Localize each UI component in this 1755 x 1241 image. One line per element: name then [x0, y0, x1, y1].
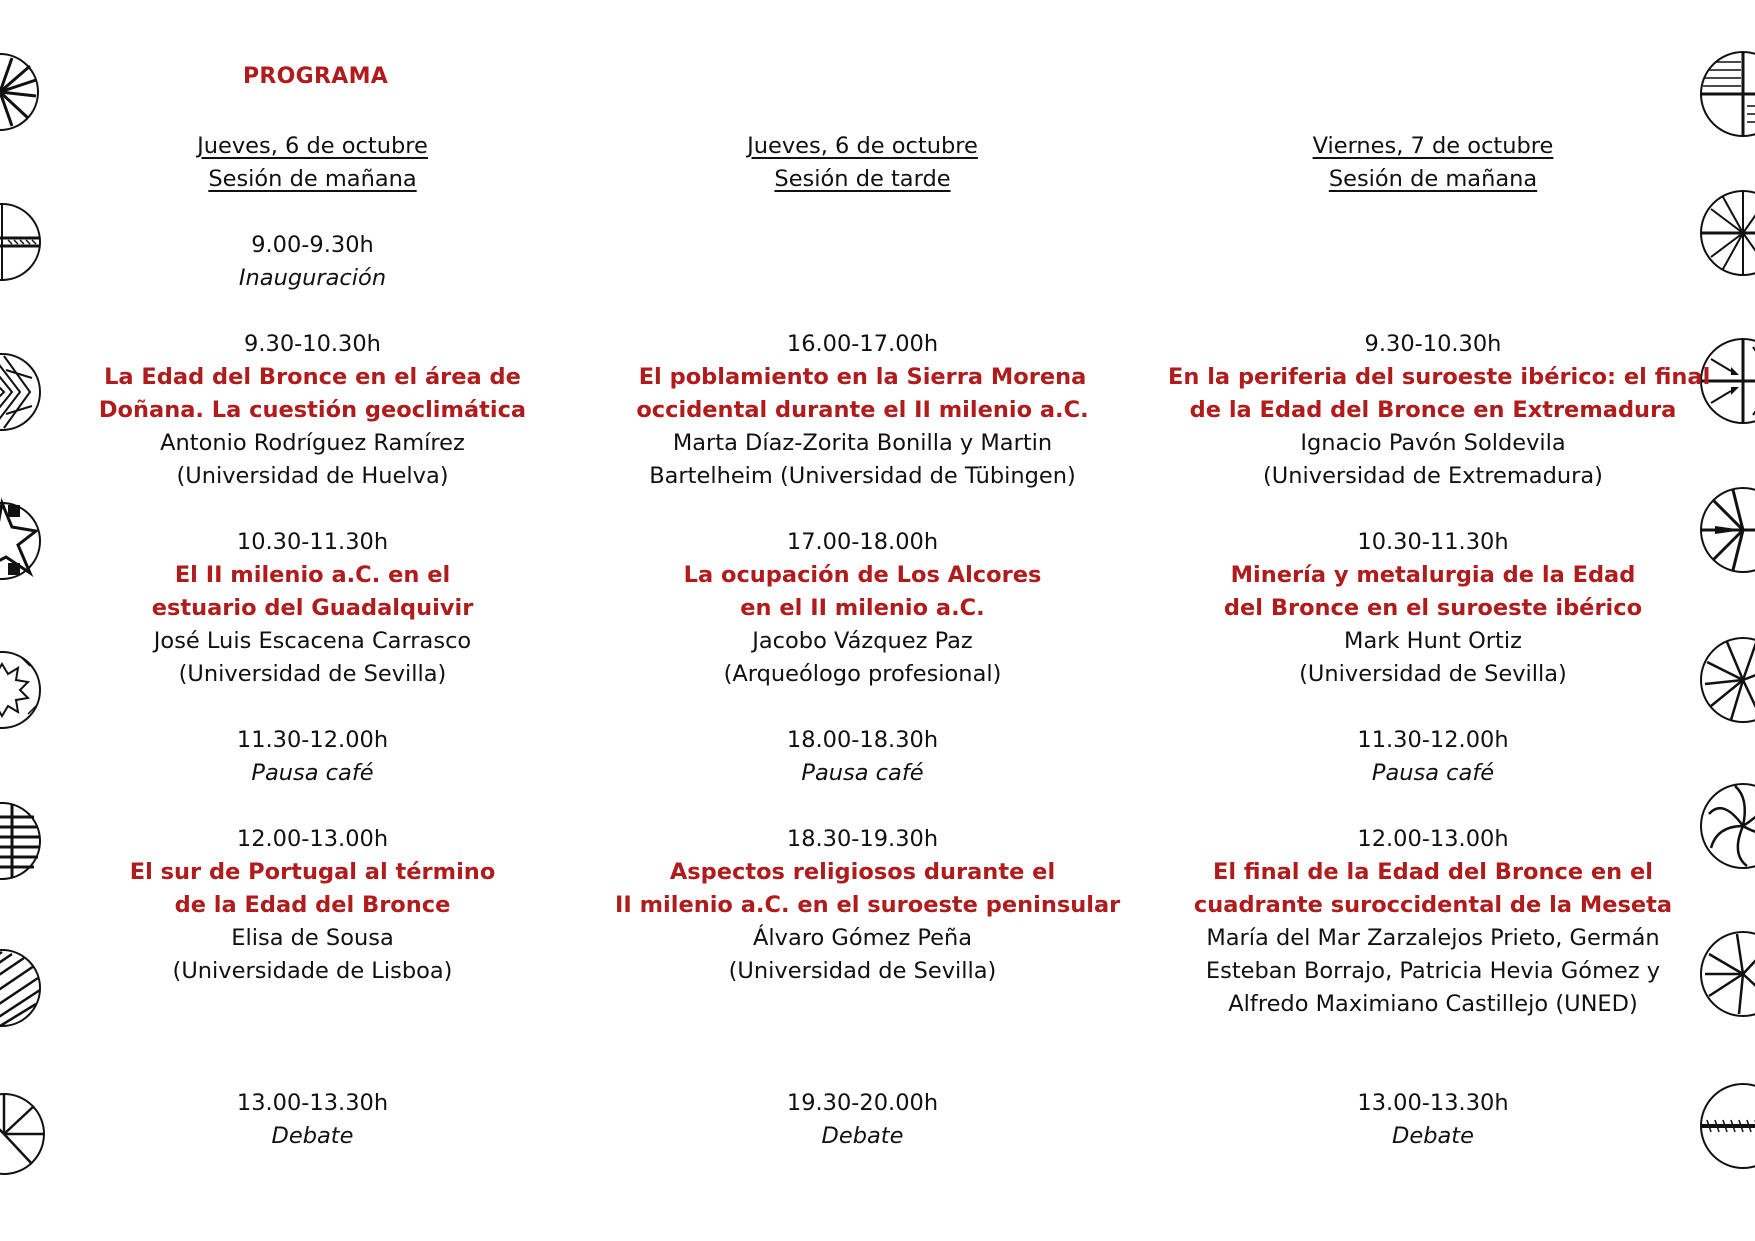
cross-disc-icon — [0, 186, 60, 298]
talk-speaker: Elisa de Sousa — [231, 925, 394, 951]
break-label: Pausa café — [1371, 760, 1495, 786]
talk-title: El final de la Edad del Bronce en el — [1212, 859, 1653, 885]
talk-speaker: Marta Díaz-Zorita Bonilla y Martin — [672, 430, 1053, 456]
talk-time: 9.30-10.30h — [1364, 331, 1502, 357]
opening-time: 9.00-9.30h — [251, 232, 374, 258]
talk-affiliation: (Universidad de Sevilla) — [728, 958, 997, 984]
talk-speaker: Álvaro Gómez Peña — [752, 925, 972, 951]
sunburst-disc-icon — [0, 634, 60, 746]
talk-speaker: Esteban Borrajo, Patricia Hevia Gómez y — [1205, 958, 1661, 984]
talk-time: 10.30-11.30h — [1357, 529, 1509, 555]
talk-affiliation: (Universidad de Sevilla) — [178, 661, 447, 687]
session-date: Jueves, 6 de octubre — [197, 133, 428, 159]
talk-title: Doñana. La cuestión geoclimática — [98, 397, 527, 423]
session-column-thursday-afternoon — [615, 130, 1121, 1153]
talk-title: El II milenio a.C. en el — [174, 562, 451, 588]
debate-label: Debate — [821, 1123, 904, 1149]
talk-title: La ocupación de Los Alcores — [683, 562, 1042, 588]
talk-affiliation: (Universidade de Lisboa) — [172, 958, 453, 984]
talk-title: El sur de Portugal al término — [129, 859, 496, 885]
talk-title: de la Edad del Bronce — [174, 892, 451, 918]
talk-speaker: Jacobo Vázquez Paz — [752, 628, 973, 654]
debate-time: 13.00-13.30h — [236, 1090, 389, 1116]
talk-time: 12.00-13.00h — [1357, 826, 1509, 852]
chevron-hatch-disc-icon — [0, 336, 60, 448]
talk-affiliation: (Universidad de Sevilla) — [1299, 661, 1567, 687]
talk-speaker: Antonio Rodríguez Ramírez — [160, 430, 465, 456]
talk-time: 9.30-10.30h — [244, 331, 381, 357]
talk-title: del Bronce en el suroeste ibérico — [1223, 595, 1643, 621]
talk-speaker: María del Mar Zarzalejos Prieto, Germán — [1206, 925, 1660, 951]
session-name: Sesión de mañana — [208, 166, 417, 192]
talk-title: La Edad del Bronce en el área de — [104, 364, 521, 390]
talk-title: En la periferia del suroeste ibérico: el final — [1168, 364, 1711, 390]
talk-time: 12.00-13.00h — [236, 826, 389, 852]
talk-speaker: José Luis Escacena Carrasco — [153, 628, 472, 654]
break-label: Pausa café — [251, 760, 374, 786]
talk-title: El poblamiento en la Sierra Morena — [638, 364, 1087, 390]
talk-title: cuadrante suroccidental de la Meseta — [1193, 892, 1673, 918]
spoke-disc-icon — [0, 1076, 64, 1192]
talk-speaker: Ignacio Pavón Soldevila — [1300, 430, 1566, 456]
session-column-thursday-morning — [80, 130, 545, 1153]
talk-time: 10.30-11.30h — [236, 529, 389, 555]
talk-affiliation: (Universidad de Huelva) — [176, 463, 449, 489]
talk-title: de la Edad del Bronce en Extremadura — [1189, 397, 1677, 423]
talk-title: Minería y metalurgia de la Edad — [1230, 562, 1636, 588]
break-time: 11.30-12.00h — [1357, 727, 1509, 753]
talk-affiliation: Bartelheim (Universidad de Tübingen) — [649, 463, 1076, 489]
talk-affiliation: (Arqueólogo profesional) — [723, 661, 1002, 687]
debate-time: 19.30-20.00h — [786, 1090, 939, 1116]
opening-label: Inauguración — [238, 265, 387, 291]
session-column-friday-morning — [1168, 130, 1711, 1153]
session-name: Sesión de tarde — [774, 166, 951, 192]
talk-time: 18.30-19.30h — [786, 826, 939, 852]
break-time: 18.00-18.30h — [786, 727, 939, 753]
debate-time: 13.00-13.30h — [1357, 1090, 1509, 1116]
session-date: Viernes, 7 de octubre — [1312, 133, 1554, 159]
talk-affiliation: (Universidad de Extremadura) — [1263, 463, 1603, 489]
talk-title: II milenio a.C. en el suroeste peninsular — [615, 892, 1121, 918]
debate-label: Debate — [271, 1123, 354, 1149]
break-label: Pausa café — [801, 760, 924, 786]
talk-speaker: Alfredo Maximiano Castillejo (UNED) — [1228, 991, 1638, 1017]
debate-label: Debate — [1392, 1123, 1474, 1149]
dense-hatch-disc-icon — [0, 785, 60, 897]
diagonal-hatch-disc-icon — [0, 932, 60, 1044]
radial-hatch-disc-icon — [0, 38, 56, 146]
star-disc-icon — [0, 485, 60, 597]
session-date: Jueves, 6 de octubre — [747, 133, 978, 159]
talk-title: occidental durante el II milenio a.C. — [636, 397, 1089, 423]
talk-title: estuario del Guadalquivir — [151, 595, 474, 621]
break-time: 11.30-12.00h — [236, 727, 389, 753]
talk-speaker: Mark Hunt Ortiz — [1344, 628, 1522, 654]
session-name: Sesión de mañana — [1328, 166, 1538, 192]
program-title: PROGRAMA — [243, 64, 389, 89]
talk-time: 17.00-18.00h — [786, 529, 939, 555]
talk-title: Aspectos religiosos durante el — [669, 859, 1056, 885]
talk-time: 16.00-17.00h — [786, 331, 939, 357]
talk-title: en el II milenio a.C. — [740, 595, 985, 621]
